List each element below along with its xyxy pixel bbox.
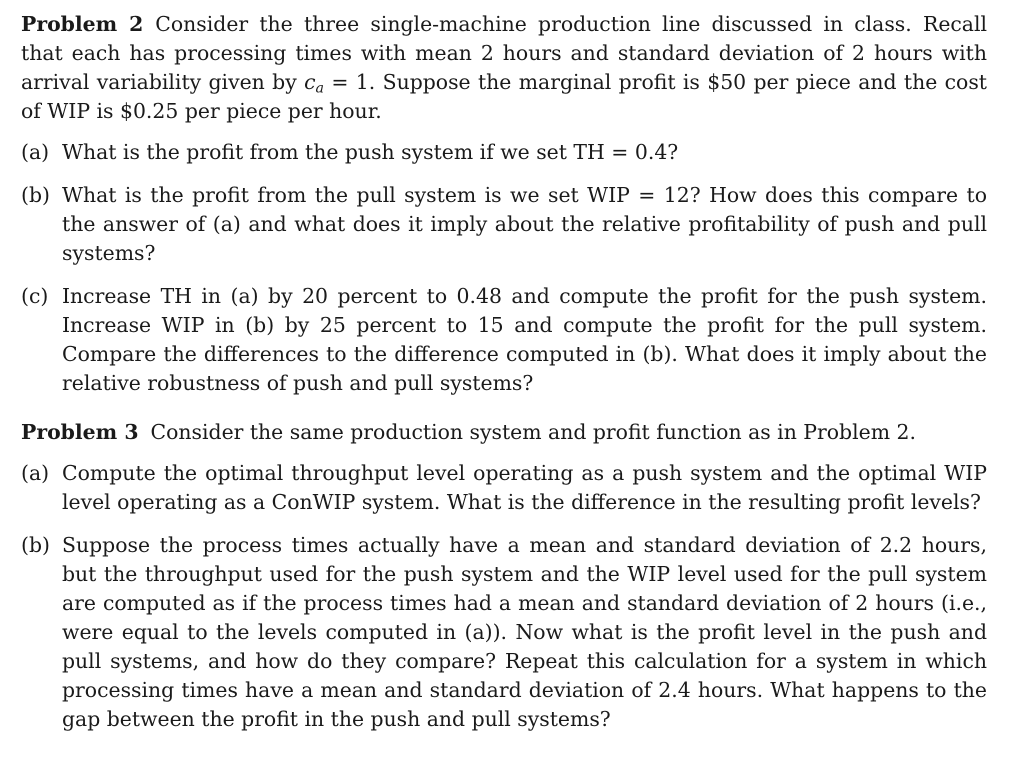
part-text: Compute the optimal throughput level operating as a push system and the optimal WIP level operating as a ConWIP system. What is the difference in the resulting profit levels? xyxy=(62,461,987,514)
problem-3-intro-text: Consider the same production system and profit function as in Problem 2. xyxy=(150,420,916,444)
part-label: (a) xyxy=(21,140,50,164)
problem-3-title: Problem 3 xyxy=(21,420,139,444)
problem-3-intro xyxy=(21,418,987,447)
problem-sheet xyxy=(21,10,987,734)
problem-2-intro xyxy=(21,10,987,126)
part-label: (a) xyxy=(21,461,50,485)
arrival-variability-subscript: a xyxy=(315,80,325,97)
part-text: Increase TH in (a) by 20 percent to 0.48 and compute the profit for the push system. Increase WIP in (b) by 25 percent to 15 and compute the profit for the pull system. Compare the differences to the difference computed in (b). What does it imply about the relative robustness of push and pull systems? xyxy=(62,284,987,395)
part-text: What is the profit from the pull system is we set WIP = 12? How does this compare to the answer of (a) and what does it imply about the relative profitability of push and pull systems? xyxy=(62,183,987,265)
problem-3-part-a xyxy=(21,459,987,517)
part-text: Suppose the process times actually have a mean and standard deviation of 2.2 hours, but the throughput used for the push system and the WIP level used for the pull system are computed as if the process times had a mean and standard deviation of 2 hours (i.e., were equal to the levels computed in (a)). Now what is the profit level in the push and pull systems, and how do they compare? Repeat this calculation for a system in which processing times have a mean and standard deviation of 2.4 hours. What happens to the gap between the profit in the push and pull systems? xyxy=(62,533,987,731)
problem-2-intro-text-end: = 1. Suppose the marginal profit is $50 per piece and the cost of WIP is $0.25 per piece per hour. xyxy=(21,70,987,123)
problem-3-part-b xyxy=(21,531,987,734)
problem-3 xyxy=(21,418,987,734)
arrival-variability-symbol: c xyxy=(304,70,316,94)
part-label: (b) xyxy=(21,533,50,557)
problem-2-part-b xyxy=(21,181,987,268)
problem-2-intro-text: Consider the three single-machine production line discussed in class. Recall that each has processing times with mean 2 hours and standard deviation of 2 hours with arrival variability given by xyxy=(21,12,988,94)
part-label: (c) xyxy=(21,284,49,308)
problem-2-part-a xyxy=(21,138,987,167)
problem-2 xyxy=(21,10,987,398)
problem-2-parts xyxy=(21,138,987,398)
problem-2-title: Problem 2 xyxy=(21,12,144,36)
problem-3-parts xyxy=(21,459,987,734)
part-text: What is the profit from the push system if we set TH = 0.4? xyxy=(62,140,679,164)
part-label: (b) xyxy=(21,183,50,207)
problem-2-part-c xyxy=(21,282,987,398)
